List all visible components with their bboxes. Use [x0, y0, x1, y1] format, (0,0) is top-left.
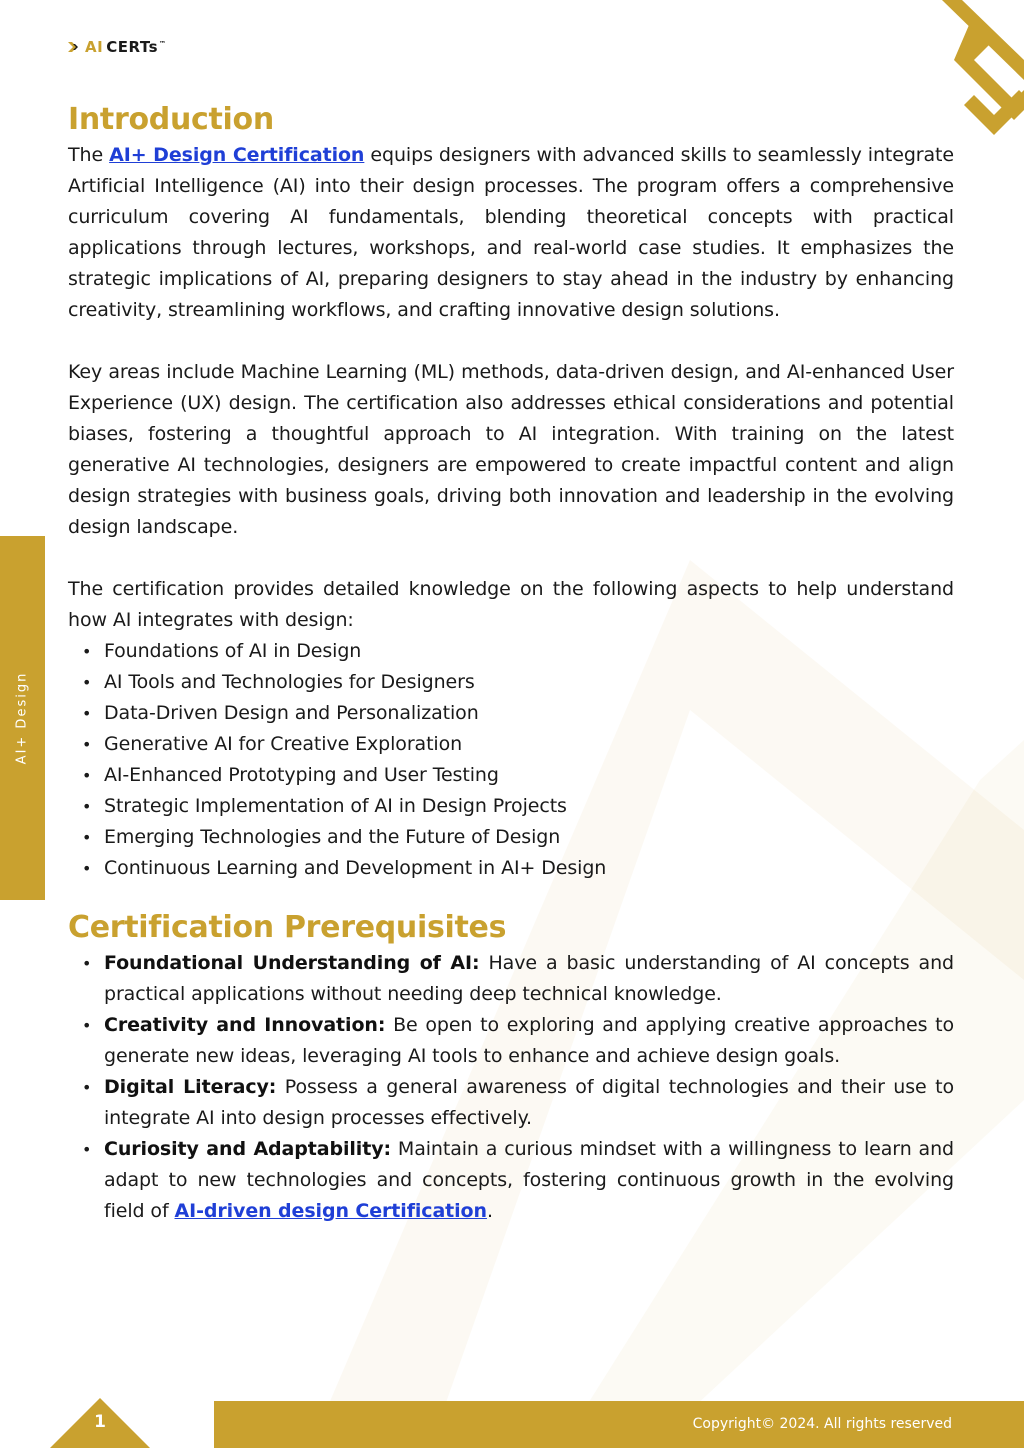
prerequisite-suffix: .: [486, 1200, 493, 1222]
side-tab-label: AI+ Design: [14, 671, 30, 765]
prerequisite-text: Maintain a curious mindset with a willingness to learn and adapt to new technologies and concepts, fostering continuous growth in the evolving field of: [104, 1138, 954, 1222]
aspect-item: • AI-Enhanced Prototyping and User Testing: [80, 760, 954, 791]
footer-bar: [214, 1401, 1024, 1448]
p1-prefix: The: [68, 144, 110, 166]
prerequisite-item: [80, 1134, 954, 1227]
aspect-item: • Continuous Learning and Development in AI+ Design: [80, 853, 954, 884]
logo-chevron-icon: [68, 40, 82, 54]
main-content: [68, 100, 954, 1227]
side-tab: [0, 536, 45, 900]
aspect-item: • Emerging Technologies and the Future of Design: [80, 822, 954, 853]
aspect-item: • Foundations of AI in Design: [80, 636, 954, 667]
aicerts-logo: [68, 38, 167, 56]
copyright-text: Copyright© 2024. All rights reserved: [692, 1416, 952, 1432]
page-number: 1: [94, 1412, 106, 1432]
prerequisite-item: [80, 948, 954, 1010]
introduction-paragraph-3: The certification provides detailed knowledge on the following aspects to help understand how AI integrates with design:: [68, 578, 954, 631]
prerequisite-item: [80, 1010, 954, 1072]
prerequisite-text: Have a basic understanding of AI concepts and practical applications without needing deep technical knowledge.: [104, 952, 954, 1005]
spacer: [68, 543, 954, 574]
logo-ai-text: AI: [85, 38, 104, 56]
prerequisite-text: Possess a general awareness of digital technologies and their use to integrate AI into design processes effectively.: [104, 1076, 954, 1129]
aspect-item: • Generative AI for Creative Exploration: [80, 729, 954, 760]
introduction-paragraph-1: [68, 140, 954, 326]
logo-certs-label: CERTs: [106, 38, 159, 56]
ai-driven-design-certification-link[interactable]: AI-driven design Certification: [174, 1200, 487, 1222]
introduction-heading: Introduction: [68, 102, 274, 137]
logo-trademark: ™: [159, 40, 167, 48]
prerequisite-title: Curiosity and Adaptability:: [104, 1138, 391, 1160]
prerequisites-list: [68, 948, 954, 1227]
ai-design-certification-link[interactable]: AI+ Design Certification: [109, 144, 365, 166]
spacer: [68, 884, 954, 908]
prerequisite-item: [80, 1072, 954, 1134]
prerequisite-title: Foundational Understanding of AI:: [104, 952, 480, 974]
p1-rest: equips designers with advanced skills to seamlessly integrate Artificial Intelligence (AI) into their design processes. The program offers a comprehensive curriculum covering AI fundamentals, blending theoretical concepts with practical applications through lectures, workshops, and real-world case studies. It emphasizes the strategic implications of AI, preparing designers to stay ahead in the industry by enhancing creativity, streamlining workflows, and crafting innovative design solutions.: [68, 144, 954, 321]
aspects-list: [68, 636, 954, 884]
prerequisite-text: Be open to exploring and applying creative approaches to generate new ideas, leveraging AI tools to enhance and achieve design goals.: [104, 1014, 954, 1067]
aspect-item: • Data-Driven Design and Personalization: [80, 698, 954, 729]
prerequisites-heading: Certification Prerequisites: [68, 910, 507, 945]
aspect-item: • AI Tools and Technologies for Designers: [80, 667, 954, 698]
spacer: [68, 326, 954, 357]
logo-certs-text: [106, 38, 166, 56]
introduction-paragraph-2: Key areas include Machine Learning (ML) methods, data-driven design, and AI-enhanced User Experience (UX) design. The certification also addresses ethical considerations and potential biases, fostering a thoughtful approach to AI integration. With training on the latest generative AI technologies, designers are empowered to create impactful content and align design strategies with business goals, driving both innovation and leadership in the evolving design landscape.: [68, 361, 954, 538]
prerequisite-title: Digital Literacy:: [104, 1076, 277, 1098]
aspect-item: • Strategic Implementation of AI in Design Projects: [80, 791, 954, 822]
prerequisite-title: Creativity and Innovation:: [104, 1014, 386, 1036]
